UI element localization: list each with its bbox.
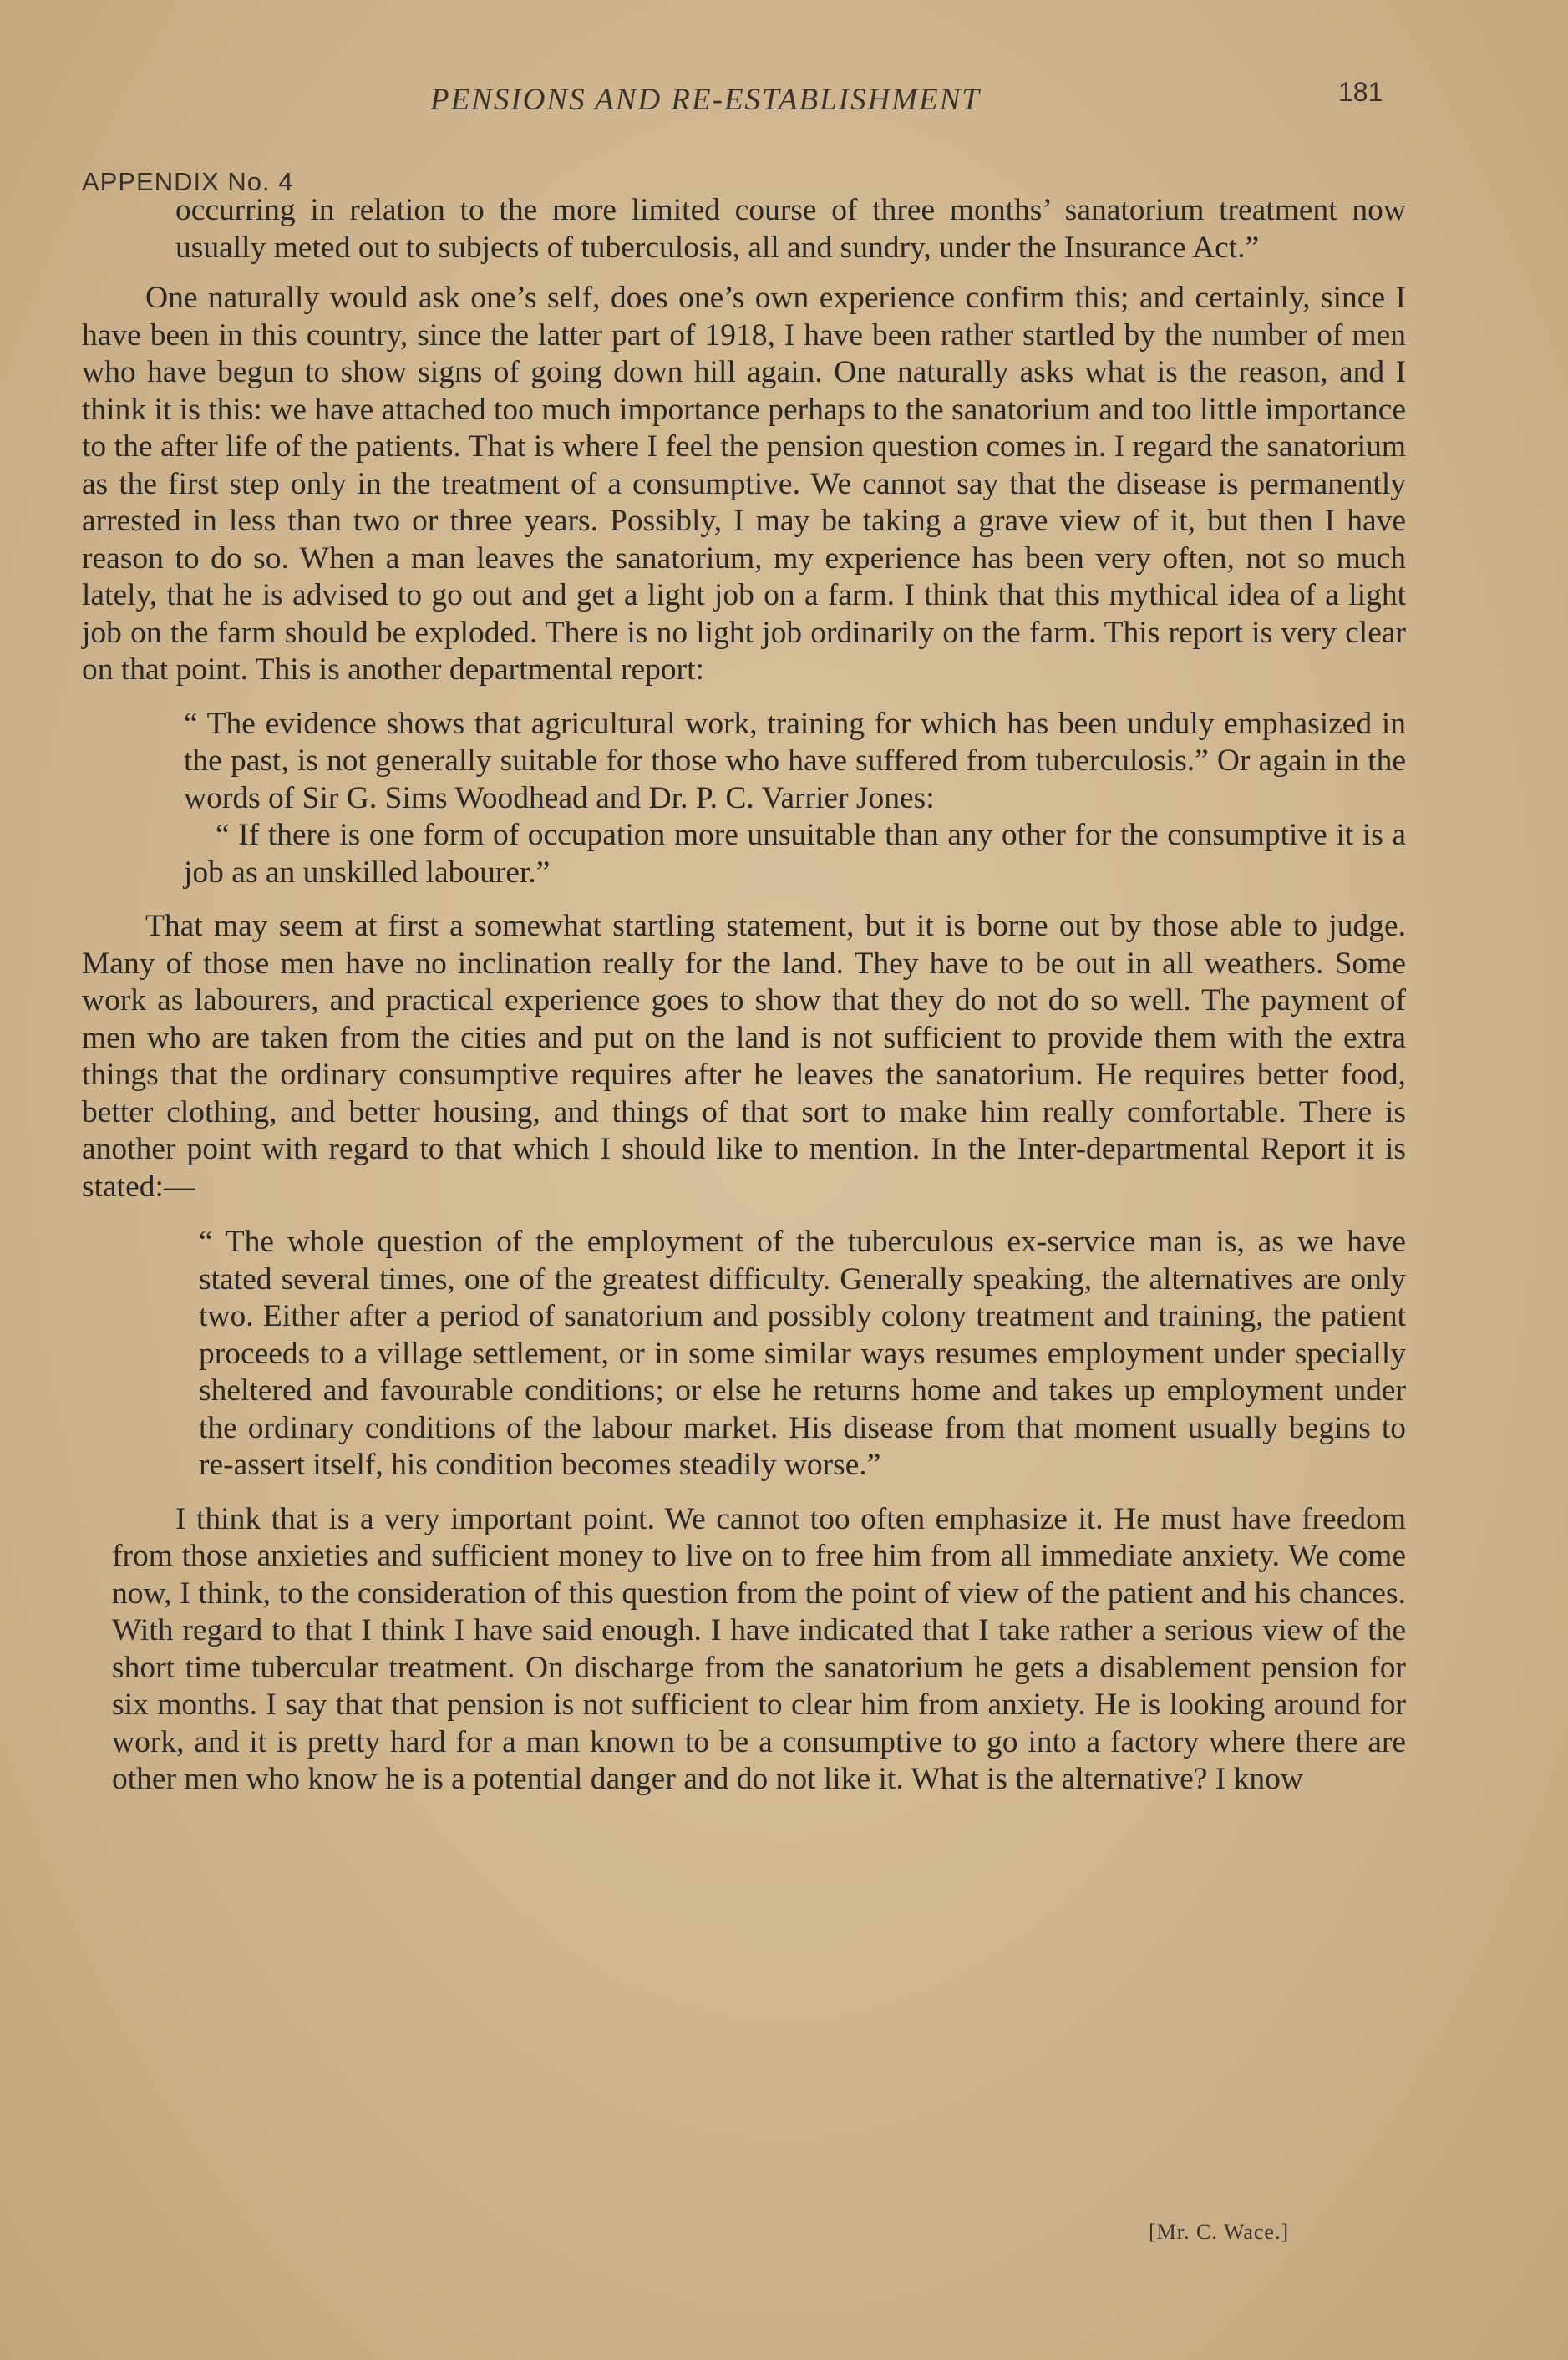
block-quote: “ The evidence shows that agricultural work, training for which has been unduly emphasized in the past, is not generally suitable for those who have suffered from tuberculosis.” Or again in the words of Sir G. Sims Woodhead and Dr. P. C. Varrier Jones: [184, 706, 1406, 815]
paragraph-quote-continuation: occurring in relation to the more limited course of three months’ sanatorium treatment now usually meted out to subjects of tuberculosis, all and sundry, under the Insurance Act.” [175, 193, 1406, 265]
page-number: 181 [1338, 77, 1383, 107]
block-quote: “ If there is one form of occupation more unsuitable than any other for the consumptive it is a job as an unskilled labourer.” [184, 818, 1406, 890]
running-header [0, 77, 1568, 119]
paragraph: That may seem at first a somewhat startling statement, but it is borne out by those able to judge. Many of those men have no inclination really for the land. They have to be out in all weathers. Some work as labourers, and practical experience goes to show that they do not do so well. The payment of men who are taken from the cities and put on the land is not sufficient to provide them with the extra things that the ordinary consumptive requires after he leaves the sanatorium. He requires better food, better clothing, and better housing, and things of that sort to make him really comfortable. There is another point with regard to that which I should like to mention. In the Inter-departmental Report it is stated:— [82, 909, 1406, 1204]
speaker-attribution: [Mr. C. Wace.] [1149, 2220, 1290, 2244]
body-text [82, 192, 1406, 1799]
paragraph: I think that is a very important point. We cannot too often emphasize it. He must have freedom from those anxieties and sufficient money to live on to free him from all immediate anxiety. We come now, I think, to the consideration of this question from the point of view of the patient and his chances. With regard to that I think I have said enough. I have indicated that I take rather a serious view of the short time tubercular treatment. On discharge from the sanatorium he gets a disablement pension for six months. I say that that pension is not sufficient to clear him from anxiety. He is looking around for work, and it is pretty hard for a man known to be a consumptive to go into a factory where there are other men who know he is a potential danger and do not like it. What is the alternative? I know [112, 1501, 1406, 1796]
running-title: PENSIONS AND RE-ESTABLISHMENT [430, 83, 981, 117]
paragraph: One naturally would ask one’s self, does one’s own experience confirm this; and certainly, since I have been in this country, since the latter part of 1918, I have been rather startled by the number of men who have begun to show signs of going down hill again. One naturally asks what is the reason, and I think it is this: we have attached too much importance perhaps to the sanatorium and too little importance to the after life of the patients. That is where I feel the pension question comes in. I regard the sanatorium as the first step only in the treatment of a consumptive. We cannot say that the disease is permanently arrested in less than two or three years. Possibly, I may be taking a grave view of it, but then I have reason to do so. When a man leaves the sanatorium, my experience has been very often, not so much lately, that he is advised to go out and get a light job on a farm. I think that this mythical idea of a light job on the farm should be exploded. There is no light job ordinarily on the farm. This report is very clear on that point. This is another departmental report: [82, 281, 1406, 687]
block-quote: “ The whole question of the employment of the tuberculous ex-service man is, as we have stated several times, one of the greatest difficulty. Generally speaking, the alternatives are only two. Either after a period of sanatorium and possibly colony treatment and training, the patient proceeds to a village settlement, or in some similar ways resumes employment under specially sheltered and favourable conditions; or else he returns home and takes up employment under the ordinary conditions of the labour market. His disease from that moment usually begins to re-assert itself, his condition becomes steadily worse.” [199, 1225, 1406, 1482]
appendix-label: APPENDIX No. 4 [82, 167, 294, 196]
